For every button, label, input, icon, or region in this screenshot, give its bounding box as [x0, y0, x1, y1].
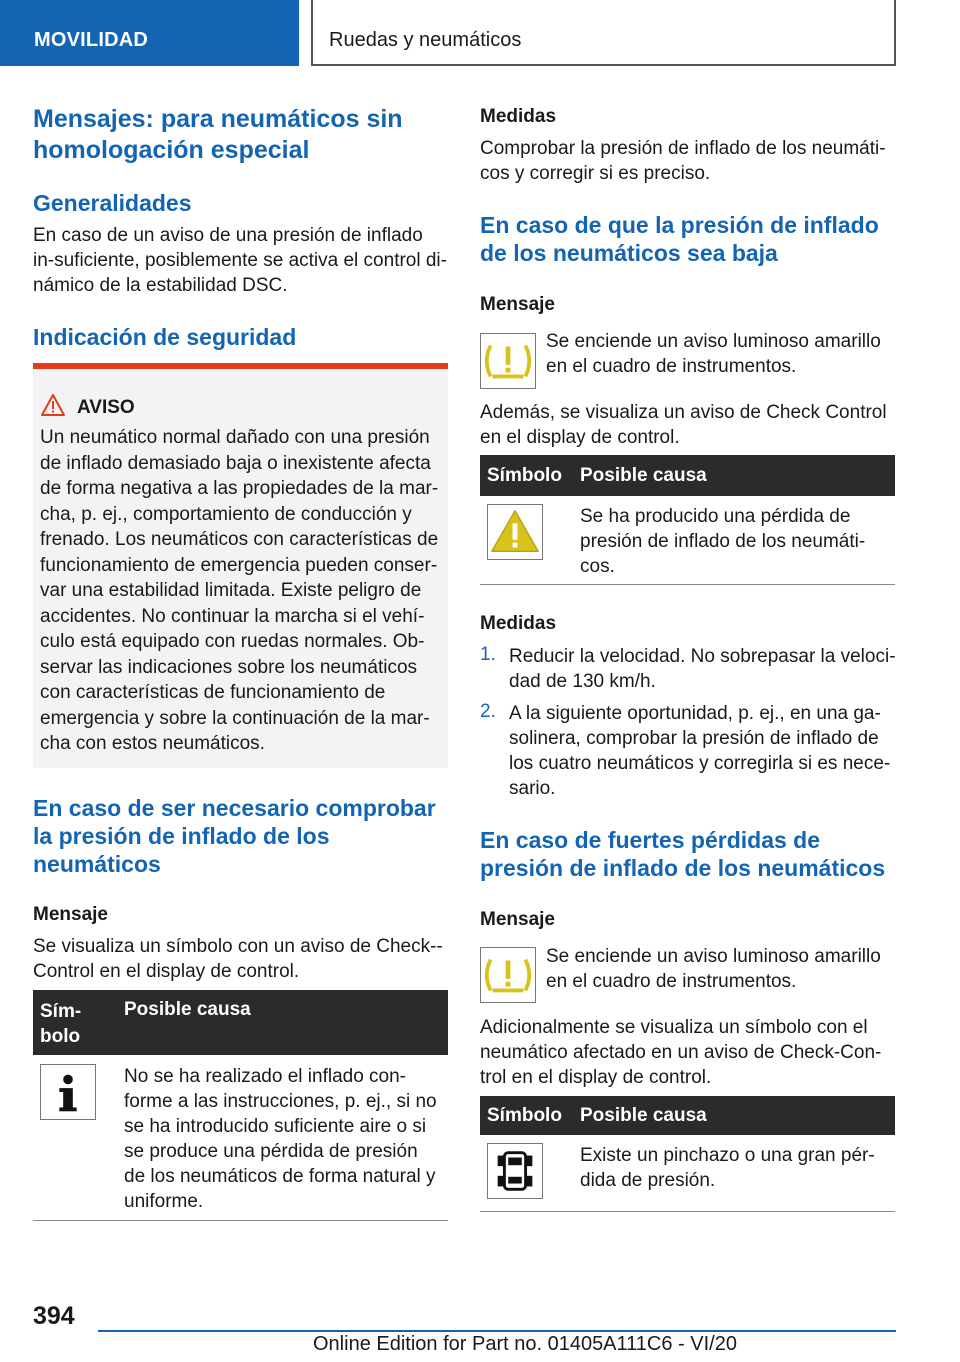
- lamp2-text: Se enciende un aviso luminoso amarillo en el cuadro de instrumentos.: [546, 946, 881, 992]
- also-text: Además, se visualiza un aviso de Check Control en el display de control.: [480, 402, 887, 448]
- warning-title: AVISO: [77, 397, 135, 418]
- warning-triangle-icon: [487, 504, 543, 560]
- warning-text: Un neumático normal dañado con una presión de inflado demasiado baja o inexistente afecta de forma negativa a las propiedades de la mar-cha, p. ej., comportamiento de conducción y frenado. Los neumáticos con características de funcionamiento de emergencia pueden conser-var una estabilidad limitada. Existe peligro de accidentes. No continuar la marcha si el vehí-culo está equipado con ruedas normales. Ob-servar las indicaciones sobre los neumáticos con características de funcionamiento de emergencia y sobre la continuación de la mar-cha con estos neumáticos.: [40, 427, 439, 754]
- col-symbol: Sím-bolo: [40, 1001, 82, 1047]
- table-row-cause: No se ha realizado el inflado con-forme a las instrucciones, p. ej., si no se ha introducido suficiente aire o si se produce una pérdida de presión de los neumáticos de forma natural y uniforme.: [124, 1066, 437, 1212]
- step-number: 2.: [480, 701, 496, 722]
- info-icon: [40, 1064, 96, 1120]
- lamp-text: Se enciende un aviso luminoso amarillo en el cuadro de instrumentos.: [546, 331, 881, 377]
- chapter-label: Ruedas y neumáticos: [329, 29, 522, 51]
- low-pressure-heading: En caso de que la presión de inflado de los neumáticos sea baja: [480, 212, 879, 266]
- check-heading: En caso de ser necesario comprobar la presión de inflado de los neumáticos: [33, 795, 436, 877]
- warning-triangle-icon: [41, 394, 65, 416]
- table-header: [33, 990, 448, 1055]
- col-symbol: Símbolo: [487, 1105, 562, 1126]
- step-text: Reducir la velocidad. No sobrepasar la veloci-dad de 130 km/h.: [509, 646, 896, 692]
- table-header: [480, 455, 895, 496]
- message2-label: Mensaje: [480, 909, 555, 930]
- col-cause: Posible causa: [580, 1105, 707, 1126]
- symbol-table-left: [33, 990, 448, 1222]
- table-bottom-line: [480, 1211, 895, 1212]
- message-label-right: Mensaje: [480, 294, 555, 315]
- extra-text: Adicionalmente se visualiza un símbolo con el neumático afectado en un aviso de Check-Con-trol en el display de control.: [480, 1017, 882, 1088]
- message-text: Se visualiza un símbolo con un aviso de Check--Control en el display de control.: [33, 936, 443, 982]
- symbol-table-right-1: [480, 455, 895, 587]
- col-cause: Posible causa: [580, 465, 707, 486]
- tire-pressure-warning-icon: [480, 947, 536, 1003]
- general-text: En caso de un aviso de una presión de inflado in-suficiente, posiblemente se activa el control di-námico de la estabilidad DSC.: [33, 225, 447, 296]
- tire-pressure-warning-icon: [480, 333, 536, 389]
- chapter-tab: [311, 0, 896, 66]
- footer-rule: [98, 1330, 896, 1332]
- measures-text: Comprobar la presión de inflado de los neumáti-cos y corregir si es preciso.: [480, 138, 886, 184]
- col-symbol: Símbolo: [487, 465, 562, 486]
- warning-box: [33, 363, 448, 768]
- page-number: 394: [33, 1302, 75, 1330]
- measures2-label: Medidas: [480, 613, 557, 634]
- step-text: A la siguiente oportunidad, p. ej., en una ga-solinera, comprobar la presión de inflado de los cuatro neumáticos y corregirla si es nece-sario.: [509, 703, 891, 799]
- strong-loss-heading: En caso de fuertes pérdidas de presión de inflado de los neumáticos: [480, 827, 886, 881]
- symbol-table-right-2: [480, 1096, 895, 1214]
- page-title: Mensajes: para neumáticos sin homologación especial: [33, 105, 403, 164]
- table-header: [480, 1096, 895, 1135]
- section-tab: [0, 0, 299, 66]
- measures-label: Medidas: [480, 106, 557, 127]
- section-label: MOVILIDAD: [34, 29, 149, 51]
- footer-edition: Online Edition for Part no. 01405A111C6 - VI/20: [313, 1333, 737, 1355]
- col-cause: Posible causa: [124, 999, 251, 1020]
- general-heading: Generalidades: [33, 190, 192, 216]
- step-number: 1.: [480, 644, 496, 665]
- table-bottom-line: [480, 584, 895, 585]
- table-bottom-line: [33, 1220, 448, 1221]
- table-row-cause: Se ha producido una pérdida de presión de inflado de los neumáti-cos.: [580, 506, 866, 577]
- message-label: Mensaje: [33, 904, 108, 925]
- table-row-cause: Existe un pinchazo o una gran pér-dida de presión.: [580, 1145, 875, 1191]
- vehicle-tire-icon: [487, 1143, 543, 1199]
- safety-heading: Indicación de seguridad: [33, 324, 297, 350]
